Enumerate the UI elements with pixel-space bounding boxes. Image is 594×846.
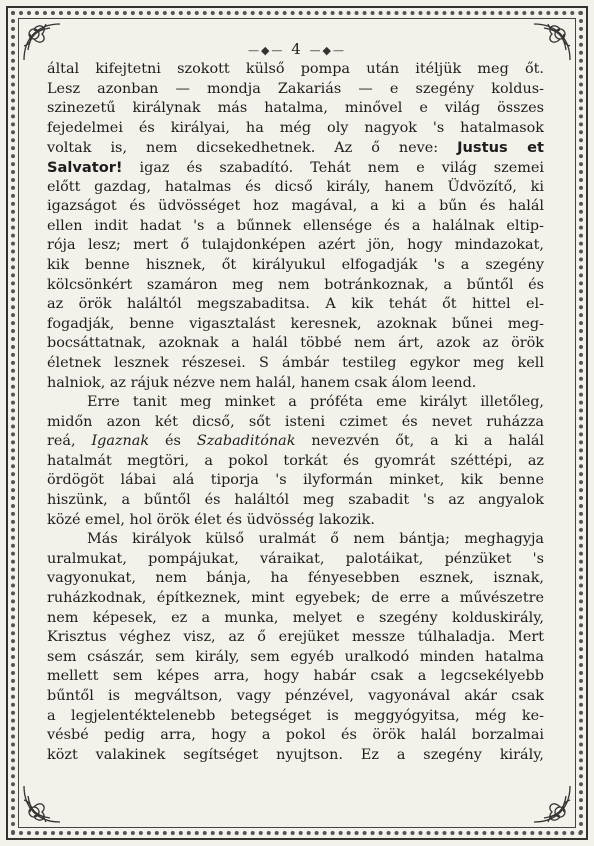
text-segment: hiszünk, a bűntől és haláltól meg szabadit 's az angyalok [47,492,544,509]
text-segment: mellett sem képes arra, hogy habár csak a legcsekélyebb [47,668,544,685]
text-line [47,491,544,511]
text-segment: életnek lesznek részesei. S ámbár testileg egykor meg kell [47,354,544,371]
bold-text: Salvator! [47,158,123,176]
text-line [47,628,544,648]
text-line [47,119,544,139]
text-line [47,256,544,276]
text-segment: Krisztus véghez visz, az ő erejüket messze túlhaladja. Mert [47,629,544,646]
text-segment: által kifejtetni szokott külső pompa után itéljük meg őt. [47,61,544,77]
text-segment: midőn azon két dicső, sőt isteni czimet és nevet ruházza [47,413,544,430]
text-line [47,471,544,491]
text-segment: szinezetű királynak más hatalma, minővel e világ összes [47,100,544,117]
text-segment: fogadják, benne vigasztalást keresnek, azoknak bűnei meg- [47,315,544,332]
text-line [47,276,544,296]
text-line [47,334,544,354]
text-segment: voltak is, nem dicsekedhetnek. Az ő neve: [47,140,458,157]
text-line [47,707,544,727]
text-segment: Más királyok külső uralmát ő nem bántja; meghagyja [87,531,544,548]
text-segment: kölcsönkért szamáron meg nem botránkoznak, a bűntől és [47,276,544,293]
text-segment: bűntől is megváltson, vagy pénzével, vagyonával akár csak [47,688,544,704]
text-segment: igaz és szabadító. Tehát nem e világ szemei [122,159,544,176]
text-line [47,138,544,158]
text-line [47,511,544,531]
text-segment: és [149,433,197,450]
text-segment: reá, [47,433,92,450]
text-segment: Lesz azonban — mondja Zakariás — e szegény koldus- [47,80,544,97]
text-line [47,393,544,413]
text-segment: közé emel, hol örök élet és üdvösség lakozik. [47,511,375,528]
text-segment: ördögöt lábai alá tiporja 's ilyformán minket, kik benne [47,472,544,489]
text-line [47,60,544,80]
text-line [47,158,544,178]
text-segment: uralmukat, pompájukat, váraikat, palotáikat, pénzüket 's [47,550,544,567]
text-segment: hatalmát megtöri, a pokol torkát és gyomrát széttépi, az [47,452,544,469]
text-segment: vésbé pedig arra, hogy a pokol és örök halál borzalmai [47,727,544,744]
text-line [47,354,544,374]
text-segment: rója lesz; mert ő tulajdonképen azért jön, hogy mindazokat, [47,237,544,254]
text-segment: ruházkodnak, építkeznek, mint egyebek; de erre a művészetre [47,590,544,607]
text-segment: nevezvén őt, a ki a halál [295,433,545,450]
bold-text: Justus et [457,139,545,157]
text-line [47,80,544,100]
text-line [47,99,544,119]
text-line [47,589,544,609]
header-ornament-right-icon: —◆— [309,44,347,57]
text-segment: az örök haláltól megszabaditsa. A kik tehát őt hittel el- [47,296,544,313]
text-segment: Erre tanit meg minket a próféta eme királyt illetőleg, [87,394,544,411]
page-number: 4 [291,40,303,58]
text-segment: bocsáttatnak, azoknak a halál többé nem árt, azok az örök [47,335,544,352]
text-line [47,609,544,629]
text-segment: ellen indit hadat 's a bűnnek ellensége és a halálnak eltip- [47,217,544,234]
text-line [47,413,544,433]
text-line [47,197,544,217]
text-line [47,569,544,589]
text-line [47,178,544,198]
text-line [47,746,544,766]
text-segment: kik benne hisznek, őt királyukul elfogadják 's a szegény [47,256,544,273]
text-segment: sem császár, sem király, sem egyéb uralkodó minden hatalma [47,648,544,665]
header-ornament-left-icon: —◆— [247,44,285,57]
text-line [47,236,544,256]
corner-ornament-icon [528,780,574,826]
text-line [47,726,544,746]
italic-text: Szabaditónak [196,433,296,450]
text-line [47,667,544,687]
text-line [47,374,544,394]
text-line [47,648,544,668]
text-line [47,432,544,452]
page-header [0,40,594,58]
text-line [47,217,544,237]
text-segment: fejedelmei és királyai, ha még oly nagyok 's hatalmasok [47,119,544,136]
text-segment: halniok, az rájuk nézve nem halál, hanem csak álom leend. [47,374,477,391]
text-segment: közt valakinek segítséget nyujtson. Ez a szegény király, [47,746,544,763]
text-line [47,530,544,550]
corner-ornament-icon [20,780,66,826]
italic-text: Igaznak [91,433,150,450]
text-line [47,295,544,315]
text-line [47,315,544,335]
text-line [47,452,544,472]
body-text [47,60,544,765]
text-line [47,550,544,570]
text-segment: vagyonukat, nem bánja, ha fényesebben esznek, isznak, [47,570,544,587]
text-segment: igazságot és üdvösséget hoz magával, a ki a bűn és halál [47,198,544,215]
text-segment: előtt gazdag, hatalmas és dicső király, hanem Üdvözítő, ki [47,178,544,195]
text-segment: a legjelentéktelenebb betegséget is meggyógyitsa, még ke- [47,707,544,724]
text-line [47,687,544,707]
text-segment: nem képesek, ez a munka, melyet e szegény kolduskirály, [47,609,544,626]
